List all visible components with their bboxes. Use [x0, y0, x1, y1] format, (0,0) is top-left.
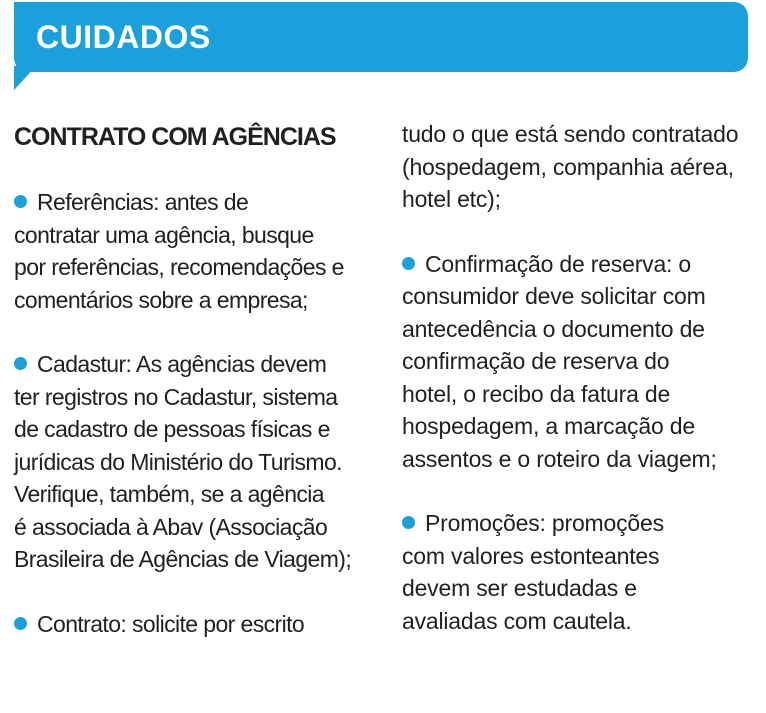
- list-item-promocoes: [402, 507, 762, 637]
- item-line: de cadastro de pessoas físicas e: [14, 416, 330, 442]
- item-line: jurídicas do Ministério do Turismo.: [14, 448, 342, 475]
- item-line: [14, 608, 384, 641]
- item-line: [402, 507, 762, 540]
- item-line: tudo o que está sendo contratado: [402, 121, 739, 147]
- item-line: [402, 248, 762, 281]
- item-line: ter registros no Cadastur, sistema: [14, 383, 338, 410]
- item-text: Promoções: promoções: [425, 510, 664, 536]
- right-column: [402, 118, 762, 669]
- item-line: (hospedagem, companhia aérea,: [402, 153, 734, 180]
- banner-tail: [14, 66, 36, 90]
- bullet-icon: [402, 257, 415, 270]
- item-line: [14, 186, 384, 219]
- item-line: Brasileira de Agências de Viagem);: [14, 546, 352, 572]
- item-line: hotel, o recibo da fatura de: [402, 380, 671, 407]
- bullet-icon: [402, 516, 415, 529]
- list-item-cadastur: [14, 348, 384, 576]
- list-item-contrato-continued: [402, 118, 762, 216]
- bullet-icon: [14, 195, 27, 208]
- banner-title: CUIDADOS: [36, 19, 211, 55]
- section-heading: CONTRATO COM AGÊNCIAS: [14, 123, 336, 151]
- item-line: avaliadas com cautela.: [402, 607, 632, 634]
- section-banner: [14, 2, 748, 72]
- item-line: contratar uma agência, busque: [14, 221, 314, 248]
- item-text: Confirmação de reserva: o: [425, 250, 692, 277]
- item-text: Cadastur: As agências devem: [37, 351, 327, 377]
- item-line: com valores estonteantes: [402, 542, 660, 569]
- left-column: [14, 118, 384, 672]
- item-line: é associada à Abav (Associação: [14, 513, 328, 540]
- item-line: [14, 348, 384, 381]
- item-line: hospedagem, a marcação de: [402, 413, 695, 439]
- list-item-confirmacao: [402, 248, 762, 476]
- bullet-icon: [14, 357, 27, 370]
- item-line: Verifique, também, se a agência: [14, 481, 324, 507]
- item-line: comentários sobre a empresa;: [14, 286, 308, 313]
- item-line: consumidor deve solicitar com: [402, 283, 706, 309]
- item-text: Referências: antes de: [37, 189, 249, 215]
- list-item-contrato: [14, 608, 384, 641]
- item-line: devem ser estudadas e: [402, 575, 637, 601]
- item-line: confirmação de reserva do: [402, 348, 670, 374]
- item-line: por referências, recomendações e: [14, 254, 344, 280]
- item-line: antecedência o documento de: [402, 315, 705, 342]
- list-item-referencias: [14, 186, 384, 316]
- item-text: Contrato: solicite por escrito: [37, 610, 305, 637]
- item-line: assentos e o roteiro da viagem;: [402, 445, 717, 472]
- bullet-icon: [14, 617, 27, 630]
- item-line: hotel etc);: [402, 186, 501, 212]
